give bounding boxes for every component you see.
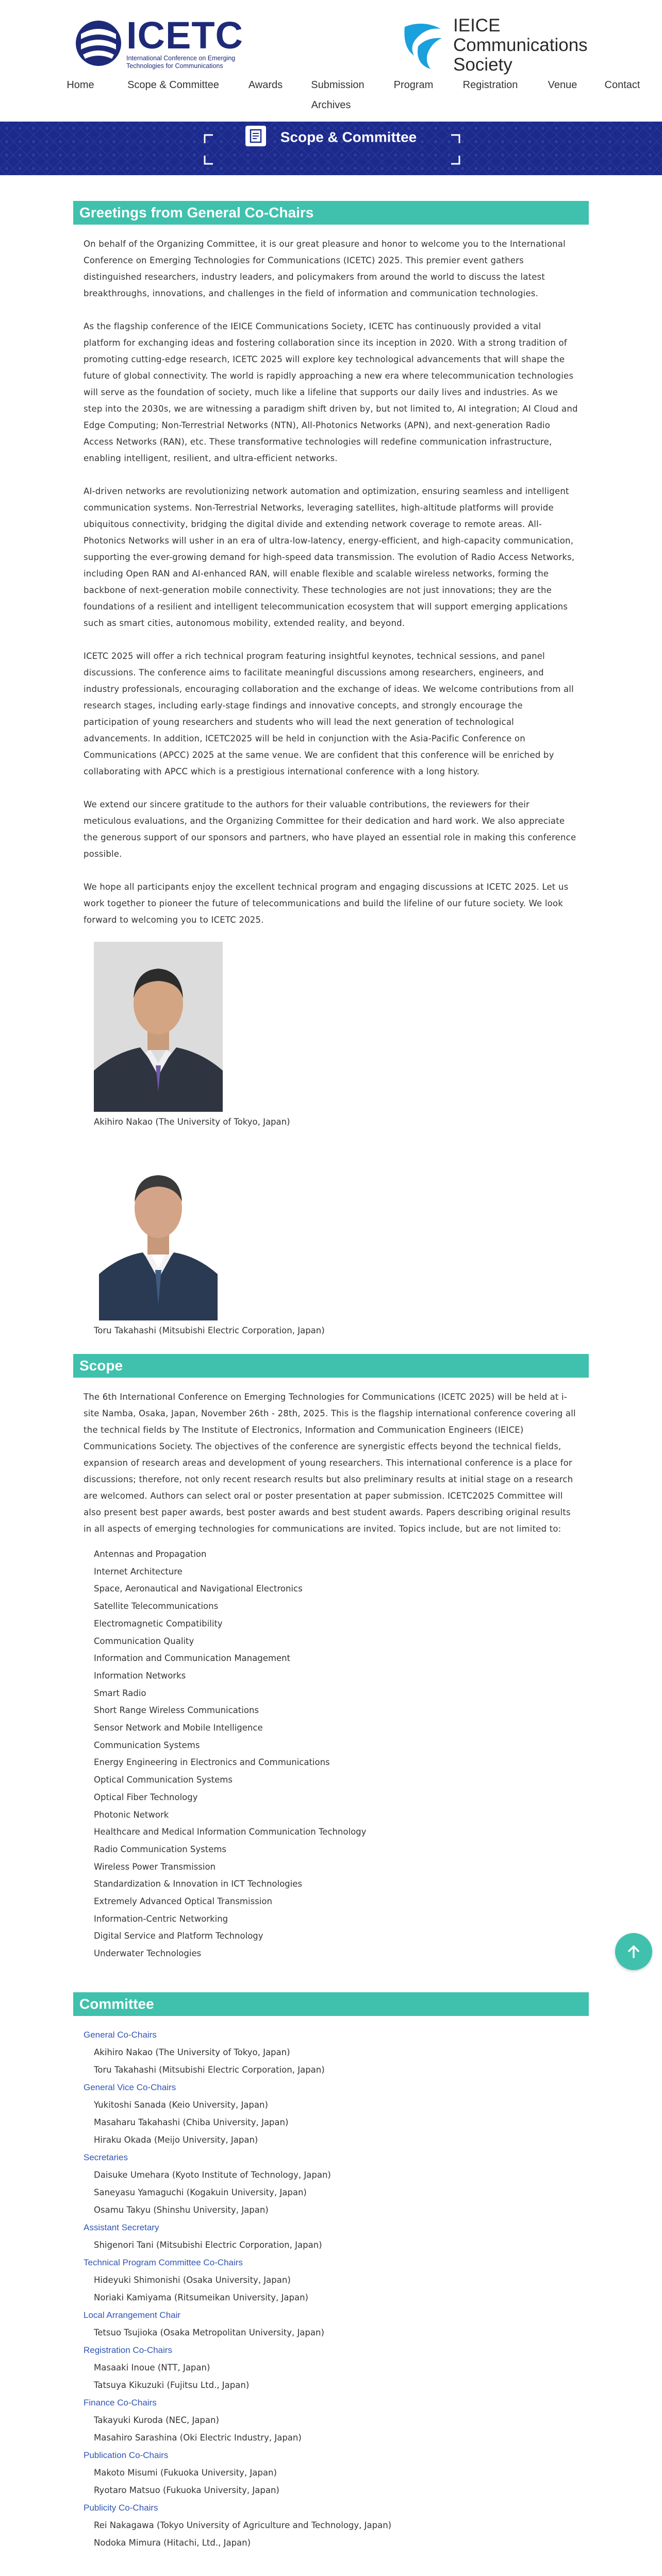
topic-item: Radio Communication Systems	[94, 1844, 227, 1854]
topic-item: Photonic Network	[94, 1809, 169, 1820]
committee-member: Akihiro Nakao (The University of Tokyo, Japan)	[94, 2047, 290, 2057]
portrait-block	[84, 942, 578, 1335]
nav-contact[interactable]: Contact	[604, 79, 640, 91]
greetings-paragraph: AI-driven networks are revolutionizing network automation and optimization, ensuring seamless and intelligent communication systems. Non-Terrestrial Networks, leveraging satellites, high-altitude platforms will provide ubiquitous connectivity, bridging the digital divide and extending network coverage to remote areas. All-Photonics Networks will usher in an era of ultra-low-latency, energy-efficient, and high-capacity communication, supporting the ever-growing demand for high-speed data transmission. The evolution of Radio Access Networks, including Open RAN and AI-enhanced RAN, will enable flexible and scalable wireless networks, forming the backbone of next-generation mobile connectivity. These technologies are not just innovations; they are the foundations of a resilient and intelligent telecommunication ecosystem that will support emerging applications such as smart cities, autonomous mobility, extended reality, and beyond.	[84, 486, 575, 628]
portrait-caption: Akihiro Nakao (The University of Tokyo, Japan)	[94, 1117, 290, 1127]
portrait-caption: Toru Takahashi (Mitsubishi Electric Corporation, Japan)	[94, 1326, 325, 1335]
topic-item: Extremely Advanced Optical Transmission	[94, 1896, 272, 1907]
topic-item: Wireless Power Transmission	[94, 1861, 216, 1872]
topic-item: Communication Quality	[94, 1636, 194, 1646]
arrow-up-icon	[625, 1943, 642, 1960]
committee-member: Tetsuo Tsujioka (Osaka Metropolitan University, Japan)	[94, 2327, 324, 2337]
greetings-paragraph: We extend our sincere gratitude to the authors for their valuable contributions, the reviewers for their meticulous evaluations, and the Organizing Committee for their dedication and hard work. We also appreciate the generous support of our sponsors and partners, who have played an essential role in making this conference possible.	[84, 800, 576, 859]
ieice-logo[interactable]	[400, 15, 590, 75]
committee-list	[73, 2016, 589, 2552]
icetc-logo-subtitle: International Conference on Emerging Technologies for Communications	[126, 55, 236, 70]
committee-member: Masaharu Takahashi (Chiba University, Japan)	[94, 2117, 289, 2127]
topic-item: Digital Service and Platform Technology	[94, 1931, 263, 1941]
scope-body	[73, 1378, 589, 1962]
portrait-photo-nakao	[94, 942, 223, 1112]
topic-item: Smart Radio	[94, 1688, 146, 1698]
ieice-logo-mark	[400, 20, 447, 71]
committee-member: Rei Nakagawa (Tokyo University of Agriculture and Technology, Japan)	[94, 2520, 392, 2530]
committee-member: Hideyuki Shimonishi (Osaka University, Japan)	[94, 2275, 291, 2285]
topic-item: Information and Communication Management	[94, 1653, 291, 1664]
committee-member: Nodoka Mimura (Hitachi, Ltd., Japan)	[94, 2537, 251, 2548]
committee-member: Shigenori Tani (Mitsubishi Electric Corporation, Japan)	[94, 2240, 322, 2250]
topic-item: Information Networks	[94, 1670, 186, 1681]
icetc-logo[interactable]	[74, 14, 259, 70]
committee-role: Publication Co-Chairs	[84, 2450, 169, 2460]
ieice-logo-line1: IEICE	[453, 15, 501, 36]
nav-home[interactable]: Home	[67, 79, 94, 91]
topic-item: Communication Systems	[94, 1740, 200, 1750]
ieice-logo-line2: Communications	[453, 35, 588, 55]
nav-venue[interactable]: Venue	[548, 79, 577, 91]
committee-role: Technical Program Committee Co-Chairs	[84, 2257, 243, 2267]
topic-item: Electromagnetic Compatibility	[94, 1618, 223, 1629]
topic-item: Healthcare and Medical Information Communication Technology	[94, 1827, 367, 1837]
committee-member: Makoto Misumi (Fukuoka University, Japan)	[94, 2467, 277, 2478]
committee-role: Publicity Co-Chairs	[84, 2502, 158, 2513]
topic-item: Optical Communication Systems	[94, 1775, 233, 1785]
portrait-photo-takahashi	[94, 1150, 223, 1320]
committee-role: Finance Co-Chairs	[84, 2397, 157, 2408]
scope-heading: Scope	[73, 1354, 589, 1378]
topic-item: Satellite Telecommunications	[94, 1601, 219, 1612]
committee-role: Local Arrangement Chair	[84, 2310, 181, 2320]
greetings-paragraph: On behalf of the Organizing Committee, it is our great pleasure and honor to welcome you to the International Conference on Emerging Technologies for Communications (ICETC) 2025. This premier event gathers distinguished researchers, industry leaders, and policymakers from around the world to discuss the latest breakthroughs, innovations, and challenges in the field of information and communication technologies.	[84, 239, 566, 298]
committee-role: General Vice Co-Chairs	[84, 2082, 176, 2092]
main-content	[0, 201, 662, 2552]
committee-member: Noriaki Kamiyama (Ritsumeikan University, Japan)	[94, 2292, 308, 2302]
committee-member: Osamu Takyu (Shinshu University, Japan)	[94, 2205, 269, 2215]
hero-title	[0, 128, 662, 148]
topics-list	[94, 1546, 578, 1962]
nav-registration[interactable]: Registration	[462, 79, 518, 91]
topic-item: Short Range Wireless Communications	[94, 1705, 259, 1716]
committee-member: Toru Takahashi (Mitsubishi Electric Corporation, Japan)	[94, 2064, 325, 2075]
icetc-logo-mark	[74, 19, 123, 68]
greetings-heading: Greetings from General Co-Chairs	[73, 201, 589, 225]
topic-item: Information-Centric Networking	[94, 1913, 228, 1924]
ieice-logo-line3: Society	[453, 55, 512, 75]
committee-member: Masaaki Inoue (NTT, Japan)	[94, 2362, 210, 2372]
committee-role: Registration Co-Chairs	[84, 2345, 172, 2355]
scope-paragraph: The 6th International Conference on Emerging Technologies for Communications (ICETC 2025) will be held at i-site Namba, Osaka, Japan, November 26th - 28th, 2025. This is the flagship international conference covering all the technical fields by The Institute of Electronics, Information and Communication Engineers (IEICE) Communications Society. The objectives of the conference are synergistic effects beyond the technical fields, expansion of research areas and development of young researchers. This international conference is a place for discussions; therefore, not only recent research results but also preliminary results at initial stage on a research are welcomed. Authors can select oral or poster presentation at paper submission. ICETC2025 Committee will also present best paper awards, best poster awards and best student awards. Papers describing original results in all aspects of emerging technologies for communications are invited. Topics include, but are not limited to:	[84, 1392, 576, 1534]
nav-archives[interactable]: Archives	[311, 99, 351, 111]
committee-member: Yukitoshi Sanada (Keio University, Japan)	[94, 2099, 268, 2110]
committee-member: Hiraku Okada (Meijo University, Japan)	[94, 2134, 258, 2145]
topic-item: Sensor Network and Mobile Intelligence	[94, 1723, 263, 1733]
back-to-top-button[interactable]	[615, 1933, 652, 1970]
committee-member: Daisuke Umehara (Kyoto Institute of Technology, Japan)	[94, 2170, 331, 2180]
nav-awards[interactable]: Awards	[248, 79, 283, 91]
topic-item: Energy Engineering in Electronics and Communications	[94, 1757, 330, 1768]
topic-item: Antennas and Propagation	[94, 1549, 207, 1559]
page-hero	[0, 122, 662, 175]
committee-member: Takayuki Kuroda (NEC, Japan)	[94, 2415, 219, 2425]
committee-role: Secretaries	[84, 2152, 128, 2162]
greetings-paragraph: ICETC 2025 will offer a rich technical program featuring insightful keynotes, technical sessions, and panel discussions. The conference aims to facilitate meaningful discussions among researchers, engineers, and industry professionals, encouraging collaboration and the exchange of ideas. We welcome contributions from all research stages, including early-stage findings and innovative concepts, and strongly encourage the participation of young researchers and students who will lead the next generation of technological advancements. In addition, ICETC2025 will be held in conjunction with the Asia-Pacific Conference on Communications (APCC) 2025 at the same venue. We are confident that this conference will be enriched by collaborating with APCC which is a prestigious international conference with a long history.	[84, 651, 574, 776]
committee-heading: Committee	[73, 1992, 589, 2016]
topic-item: Space, Aeronautical and Navigational Electronics	[94, 1584, 303, 1594]
topic-item: Standardization & Innovation in ICT Technologies	[94, 1879, 302, 1889]
icetc-logo-title: ICETC	[126, 14, 243, 57]
greetings-paragraph: As the flagship conference of the IEICE Communications Society, ICETC has continuously provided a vital platform for exchanging ideas and fostering collaboration since its inception in 2020. With a strong tradition of promoting cutting-edge research, ICETC 2025 will explore key technological advancements that will shape the future of global connectivity. The world is rapidly approaching a new era where telecommunication technologies will serve as the foundation of society, much like a lifeline that supports our daily lives and industries. As we step into the 2030s, we are witnessing a paradigm shift driven by, but not limited to, AI integration; AI Cloud and Edge Computing; Non-Terrestrial Networks (NTN), All-Photonics Networks (APN), and next-generation Radio Access Networks (RAN), etc. These transformative technologies will redefine communication infrastructure, enabling intelligent, resilient, and ultra-efficient networks.	[84, 321, 578, 463]
committee-role: General Co-Chairs	[84, 2029, 157, 2040]
committee-member: Saneyasu Yamaguchi (Kogakuin University, Japan)	[94, 2187, 307, 2197]
nav-program[interactable]: Program	[393, 79, 434, 91]
greetings-body	[73, 225, 589, 1335]
topic-item: Internet Architecture	[94, 1566, 183, 1577]
committee-member: Masahiro Sarashina (Oki Electric Industry, Japan)	[94, 2432, 302, 2443]
committee-member: Tatsuya Kikuzuki (Fujitsu Ltd., Japan)	[94, 2380, 250, 2390]
greetings-paragraph: We hope all participants enjoy the excellent technical program and engaging discussions at ICETC 2025. Let us work together to pioneer the future of telecommunications and build the lifeline of our future society. We look forward to welcoming you to ICETC 2025.	[84, 882, 569, 925]
topic-item: Underwater Technologies	[94, 1948, 202, 1959]
topic-item: Optical Fiber Technology	[94, 1792, 198, 1802]
committee-member: Ryotaro Matsuo (Fukuoka University, Japan)	[94, 2485, 279, 2495]
hero-title-text: Scope & Committee	[280, 129, 417, 145]
site-header	[0, 0, 662, 122]
nav-submission[interactable]: Submission	[311, 79, 365, 91]
committee-role: Assistant Secretary	[84, 2222, 159, 2232]
document-icon	[245, 126, 266, 146]
nav-scope-committee[interactable]: Scope & Committee	[127, 79, 219, 91]
main-nav	[0, 76, 662, 114]
